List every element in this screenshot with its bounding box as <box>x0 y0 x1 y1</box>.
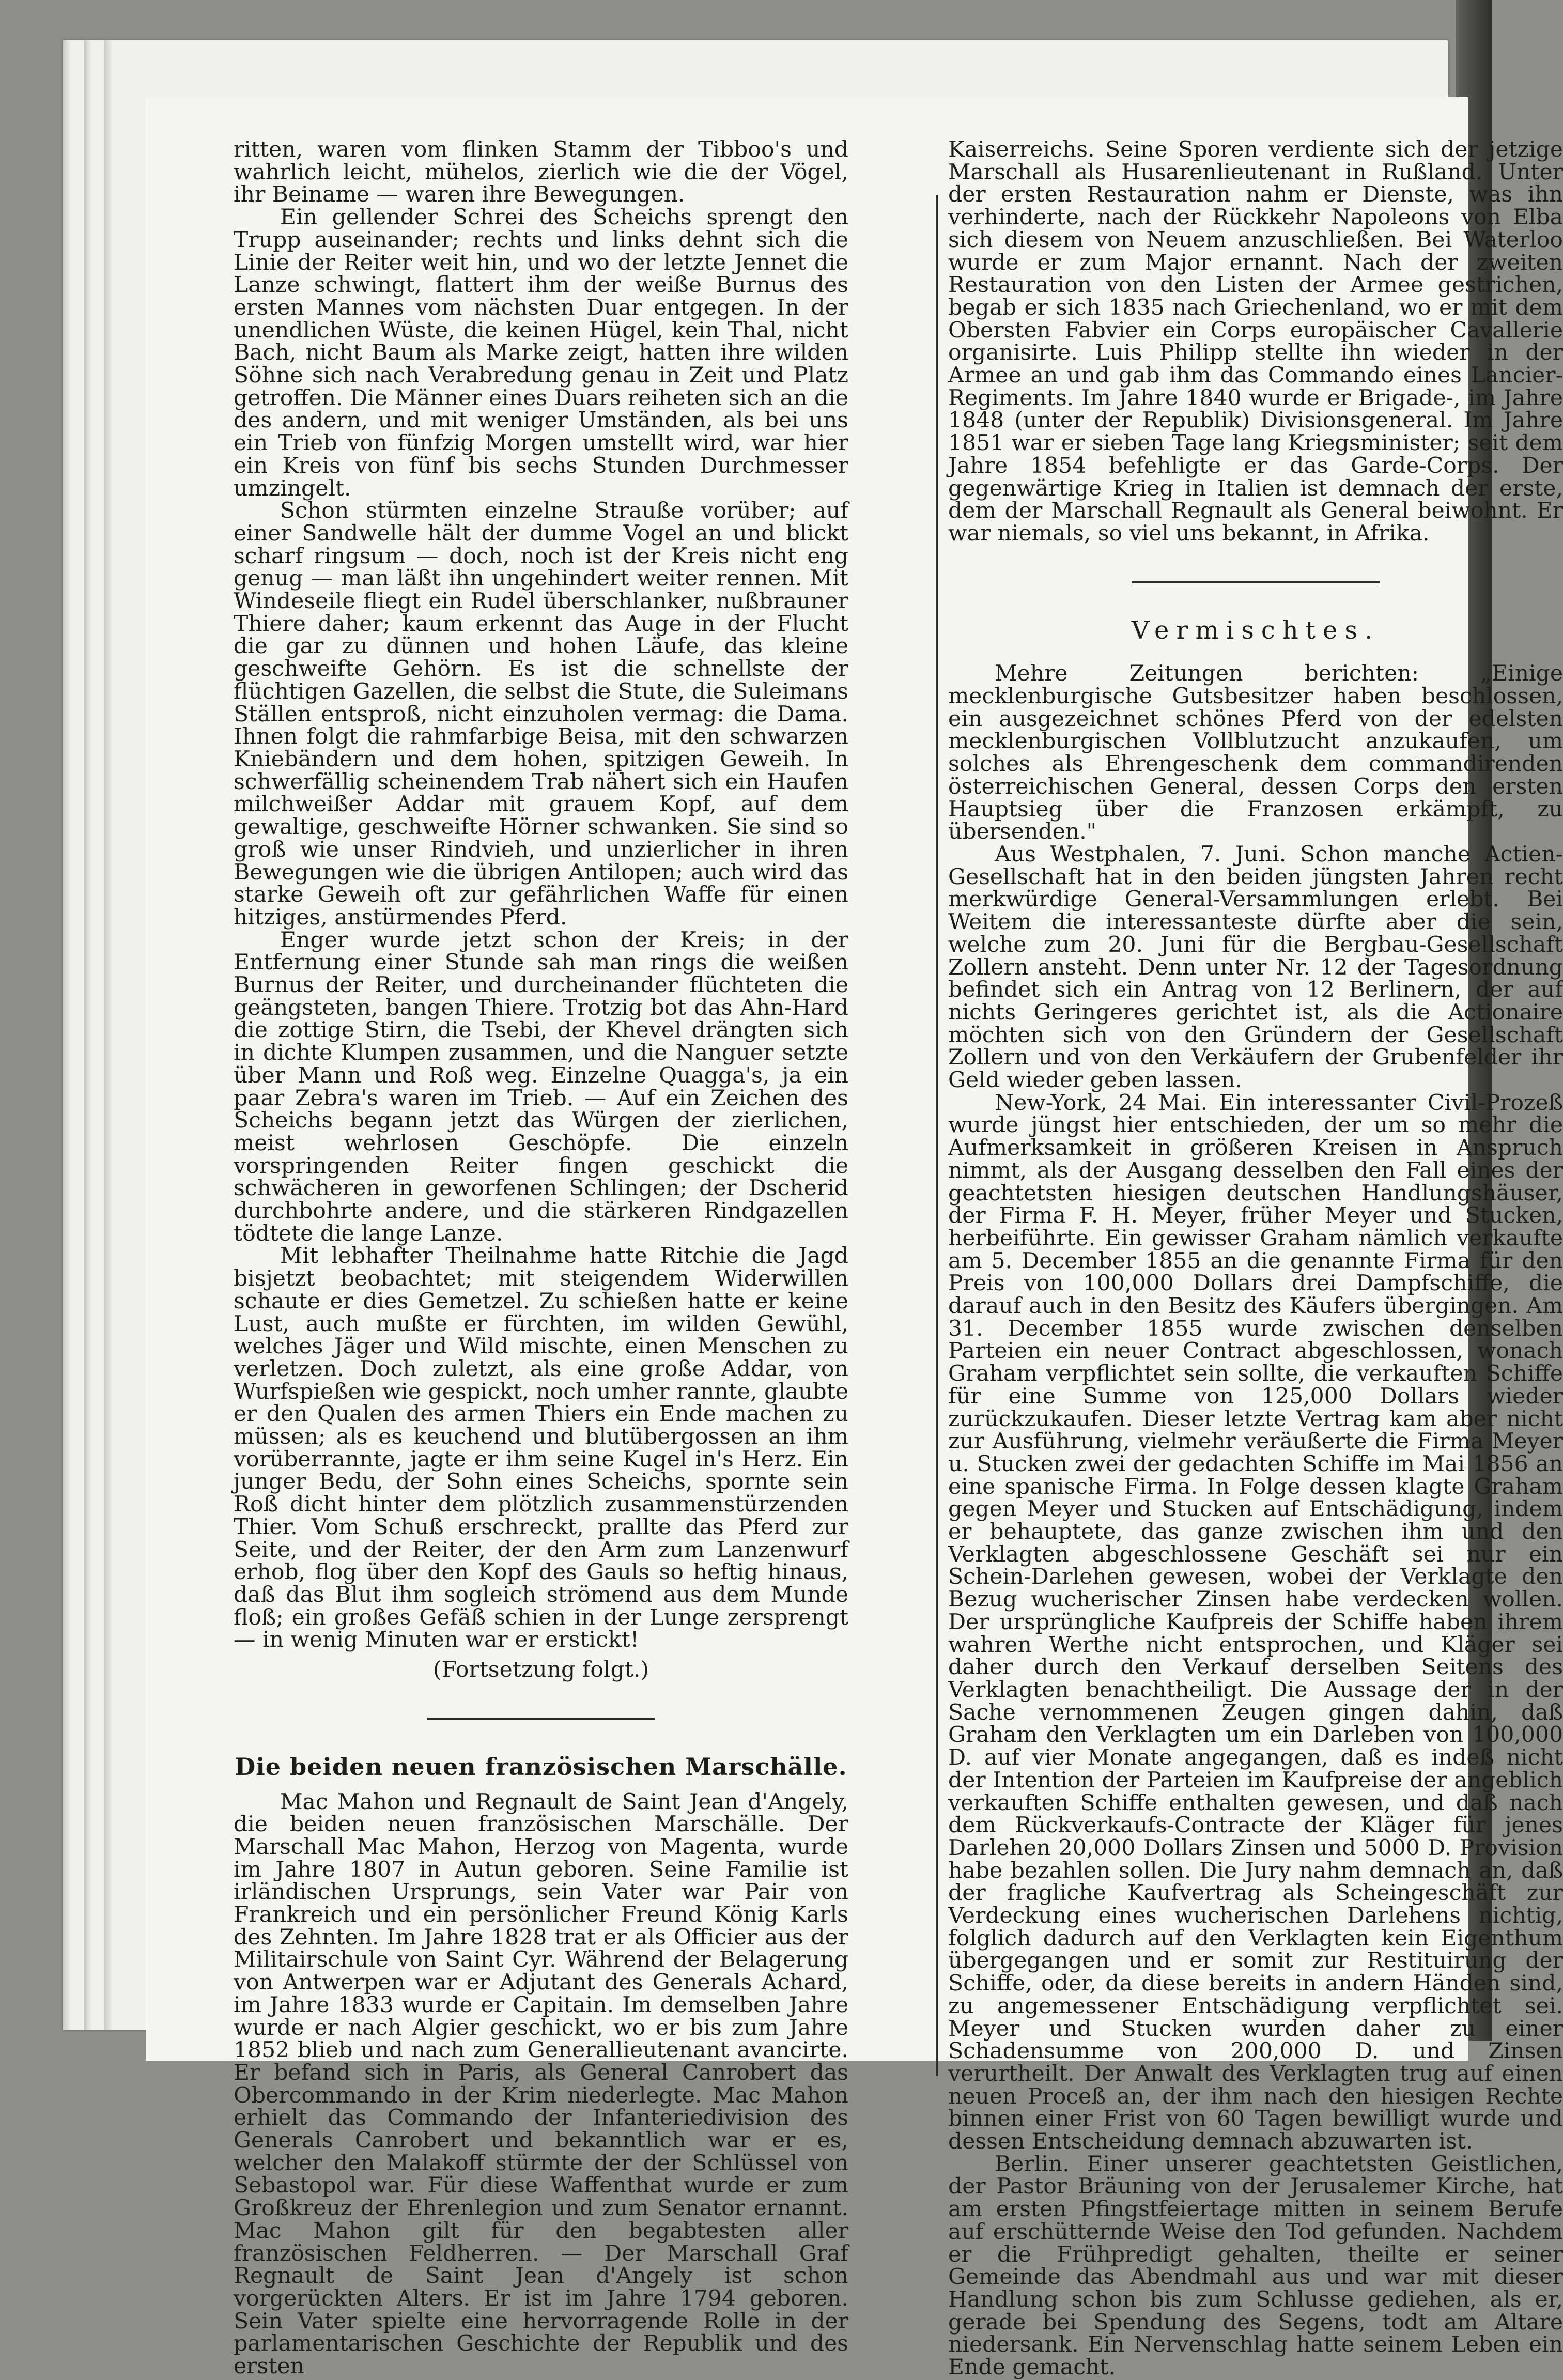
paragraph: Mehre Zeitungen berichten: „Einige mecklenburgische Gutsbesitzer haben beschlossen, ein ausgezeichnet schönes Pferd von der edelsten mecklenburgischen Vollblutzucht anzukaufen, um solches als Ehrengeschenk dem commandirenden österreichischen General, dessen Corps den ersten Hauptsieg über die Franzosen erkämpft, zu übersenden." <box>948 661 1563 845</box>
paragraph: Mac Mahon und Regnault de Saint Jean d'Angely, die beiden neuen französischen Marschälle. Der Marschall Mac Mahon, Herzog von Magenta, wurde im Jahre 1807 in Autun geboren. Seine Familie ist irländischen Ursprungs, sein Vater war Pair von Frankreich und ein persönlicher Freund König Karls des Zehnten. Im Jahre 1828 trat er als Officier aus der Militairschule von Saint Cyr. Während der Belagerung von Antwerpen war er Adjutant des Generals Achard, im Jahre 1833 wurde er Capitain. Im demselben Jahre wurde er nach Algier geschickt, wo er bis zum Jahre 1852 blieb und nach zum Generallieutenant avancirte. Er befand sich in Paris, als General Canrobert das Obercommando in der Krim niederlegte. Mac Mahon erhielt das Commando der Infanteriedivision des Generals Canrobert und bekanntlich war er es, welcher den Malakoff stürmte der der Schlüssel von Sebastopol war. Für diese Waffenthat wurde er zum Großkreuz der Ehrenlegion und zum Senator ernannt. Mac Mahon gilt für den begabtesten aller französischen Feldherren. — Der Marschall Graf Regnault de Saint Jean d'Angely ist schon vorgerückten Alters. Er ist im Jahre 1794 geboren. Sein Vater spielte eine hervorragende Rolle in der parlamentarischen Geschichte der Republik und des ersten <box>234 1789 848 2379</box>
paragraph: Berlin. Einer unserer geachtetsten Geistlichen, der Pastor Bräuning von der Jerusalemer Kirche, hat am ersten Pfingstfeiertage mitten in seinem Berufe auf erschütternde Weise den Tod gefunden. Nachdem er die Frühpredigt gehalten, theilte er seiner Gemeinde das Abendmahl aus und war mit dieser Handlung schon bis zum Schlusse gediehen, als er, gerade bei Spendung des Segens, todt am Altare niedersank. Ein Nervenschlag hatte seinem Leben ein Ende gemacht. <box>948 2151 1563 2380</box>
section-divider <box>427 1718 655 1720</box>
paragraph: Kaiserreichs. Seine Sporen verdiente sich der jetzige Marschall als Husarenlieutenant in Rußland. Unter der ersten Restauration nahm er Dienste, was ihn verhinderte, nach der Rückkehr Napoleons von Elba sich diesem von Neuem anzuschließen. Bei Waterloo wurde er zum Major ernannt. Nach der zweiten Restauration von den Listen der Armee gestrichen, begab er sich 1835 nach Griechenland, wo er mit dem Obersten Fabvier ein Corps europäischer Cavallerie organisirte. Luis Philipp stellte ihn wieder in der Armee an und gab ihm das Commando eines Lancier-Regiments. Im Jahre 1840 wurde er Brigade-, im Jahre 1848 (unter der Republik) Divisionsgeneral. Im Jahre 1851 war er sieben Tage lang Kriegsminister; seit dem Jahre 1854 befehligte er das Garde-Corps. Der gegenwärtige Krieg in Italien ist demnach der erste, dem der Marschall Regnault als General beiwohnt. Er war niemals, so viel uns bekannt, in Afrika. <box>948 137 1563 546</box>
page-edge-left <box>63 40 70 2030</box>
section-title: Vermischtes. <box>1131 615 1380 645</box>
continuation-note: (Fortsetzung folgt.) <box>433 1657 649 1683</box>
column-divider <box>936 195 938 2076</box>
newspaper-page <box>146 97 1563 2380</box>
page-edge-inner-2 <box>104 40 112 2030</box>
paragraph: Enger wurde jetzt schon der Kreis; in der Entfernung einer Stunde sah man rings die weißen Burnus der Reiter, und durcheinander flüchteten die geängsteten, bangen Thiere. Trotzig bot das Ahn-Hard die zottige Stirn, die Tsebi, der Khevel drängten sich in dichte Klumpen zusammen, und die Nanguer setzte über Mann und Roß weg. Einzelne Quagga's, ja ein paar Zebra's waren im Trieb. — Auf ein Zeichen des Scheichs begann jetzt das Würgen der zierlichen, meist wehrlosen Geschöpfe. Die einzeln vorspringenden Reiter fingen geschickt die schwächeren in geworfenen Schlingen; der Dscherid durchbohrte andere, und die stärkeren Rindgazellen tödtete die lange Lanze. <box>234 927 848 1246</box>
paragraph: New-York, 24 Mai. Ein interessanter Civil-Prozeß wurde jüngst hier entschieden, der um so mehr die Aufmerksamkeit in größeren Kreisen in Anspruch nimmt, als der Ausgang desselben den Fall eines der geachtetsten hiesigen deutschen Handlungshäuser, der Firma F. H. Meyer, früher Meyer und Stucken, herbeiführte. Ein gewisser Graham nämlich verkaufte am 5. December 1855 an die genannte Firma für den Preis von 100,000 Dollars drei Dampfschiffe, die darauf auch in den Besitz des Käufers übergingen. Am 31. December 1855 wurde zwischen denselben Parteien ein neuer Contract abgeschlossen, wonach Graham verpflichtet sein sollte, die verkauften Schiffe für eine Summe von 125,000 Dollars wieder zurückzukaufen. Dieser letzte Vertrag kam aber nicht zur Ausführung, vielmehr veräußerte die Firma Meyer u. Stucken zwei der gedachten Schiffe im Mai 1856 an eine spanische Firma. In Folge dessen klagte Graham gegen Meyer und Stucken auf Entschädigung, indem er behauptete, das ganze zwischen ihm und den Verklagten abgeschlossene Geschäft sei nur ein Schein-Darlehen gewesen, wobei der Verklagte den Bezug wucherischer Zinsen habe verdecken wollen. Der ursprüngliche Kaufpreis der Schiffe haben ihrem wahren Werthe nicht entsprochen, und Kläger sei daher durch den Verkauf derselben Seitens des Verklagten benachtheiligt. Die Aussage der in der Sache vernommenen Zeugen gingen dahin, daß Graham den Verklagten um ein Darleben von 100,000 D. auf vier Monate angegangen, daß es indeß nicht der Intention der Parteien im Kaufpreise der angeblich verkauften Schiffe enthalten gewesen, und daß nach dem Rückverkaufs-Contracte der Kläger für jenes Darlehen 20,000 Dollars Zinsen und 5000 D. Provision habe bezahlen sollen. Die Jury nahm demnach an, daß der fragliche Kaufvertrag als Scheingeschäft zur Verdeckung eines wucherischen Darlehens nichtig, folglich dadurch auf den Verklagten kein Eigenthum übergegangen und er somit zur Restituirung der Schiffe, oder, da diese bereits in andern Händen sind, zu angemessener Entschädigung verpflichtet sei. Meyer und Stucken wurden daher zu einer Schadensumme von 200,000 D. und Zinsen verurtheilt. Der Anwalt des Verklagten trug auf einen neuen Proceß an, der ihm nach den hiesigen Rechte binnen einer Frist von 60 Tagen bewilligt wurde und dessen Entscheidung demnach abzuwarten ist. <box>948 1090 1563 2155</box>
paragraph: Mit lebhafter Theilnahme hatte Ritchie die Jagd bisjetzt beobachtet; mit steigendem Widerwillen schaute er dies Gemetzel. Zu schießen hatte er keine Lust, auch mußte er fürchten, im wilden Gewühl, welches Jäger und Wild mischte, einen Menschen zu verletzen. Doch zuletzt, als eine große Addar, von Wurfspießen wie gespickt, noch umher rannte, glaubte er den Qualen des armen Thiers ein Ende machen zu müssen; als es keuchend und blutübergossen an ihm vorüberrannte, jagte er ihm seine Kugel in's Herz. Ein junger Bedu, der Sohn eines Scheichs, spornte sein Roß dicht hinter dem plötzlich zusammenstürzenden Thier. Vom Schuß erschreckt, prallte das Pferd zur Seite, und der Reiter, der den Arm zum Lanzenwurf erhob, flog über den Kopf des Gauls so heftig hinaus, daß das Blut ihm sogleich strömend aus dem Munde floß; ein großes Gefäß schien in der Lunge zersprengt — in wenig Minuten war er erstickt! <box>234 1243 848 1653</box>
paragraph: Ein gellender Schrei des Scheichs sprengt den Trupp auseinander; rechts und links dehnt sich die Linie der Reiter weit hin, und wo der letzte Jennet die Lanze schwingt, flattert ihm der weiße Burnus des ersten Mannes vom nächsten Duar entgegen. In der unendlichen Wüste, die keinen Hügel, kein Thal, nicht Bach, nicht Baum als Marke zeigt, hatten ihre wilden Söhne sich nach Verabredung genau in Zeit und Platz getroffen. Die Männer eines Duars reiheten sich an die des andern, und mit weniger Umständen, als bei uns ein Trieb von fünfzig Morgen umstellt wird, war hier ein Kreis von fünf bis sechs Stunden Durchmesser umzingelt. <box>234 205 848 501</box>
newspaper-sheet <box>63 40 1563 2380</box>
paragraph: Schon stürmten einzelne Strauße vorüber; auf einer Sandwelle hält der dumme Vogel an und blickt scharf ringsum — doch, noch ist der Kreis nicht eng genug — man läßt ihn ungehindert weiter rennen. Mit Windeseile fliegt ein Rudel überschlanker, nußbrauner Thiere daher; kaum erkennt das Auge in der Flucht die gar zu dünnen und hohen Läufe, das kleine geschweifte Gehörn. Es ist die schnellste der flüchtigen Gazellen, die selbst die Stute, die Suleimans Ställen entsproß, nicht einzuholen vermag: die Dama. Ihnen folgt die rahmfarbige Beisa, mit den schwarzen Kniebändern und dem hohen, spitzigen Geweih. In schwerfällig scheinendem Trab nähert sich ein Haufen milchweißer Addar mit grauem Kopf, auf dem gewaltige, geschweifte Hörner schwanken. Sie sind so groß wie unser Rindvieh, und unzierlicher in ihren Bewegungen wie die übrigen Antilopen; auch wird das starke Geweih oft zur gefährlichen Waffe für einen hitziges, anstürmendes Pferd. <box>234 498 848 930</box>
left-column <box>234 138 848 2378</box>
section-divider <box>1132 581 1380 583</box>
paragraph: Aus Westphalen, 7. Juni. Schon manche Actien-Gesellschaft hat in den beiden jüngsten Jahren recht merkwürdige General-Versammlungen erlebt. Bei Weitem die interessanteste dürfte aber die sein, welche zum 20. Juni für die Bergbau-Gesellschaft Zollern ansteht. Denn unter Nr. 12 der Tagesordnung befindet sich ein Antrag von 12 Berlinern, der auf nichts Geringeres gerichtet ist, als die Actionaire möchten sich von den Gründern der Gesellschaft Zollern und von den Verkäufern der Grubenfelder ihr Geld wieder geben lassen. <box>948 841 1563 1093</box>
paragraph: ritten, waren vom flinken Stamm der Tibboo's und wahrlich leicht, mühelos, zierlich wie die der Vögel, ihr Beiname — waren ihre Bewegungen. <box>234 137 848 208</box>
article-title: Die beiden neuen französischen Marschälle. <box>235 1752 847 1781</box>
right-column <box>948 138 1563 2379</box>
page-edge-inner <box>84 40 91 2030</box>
